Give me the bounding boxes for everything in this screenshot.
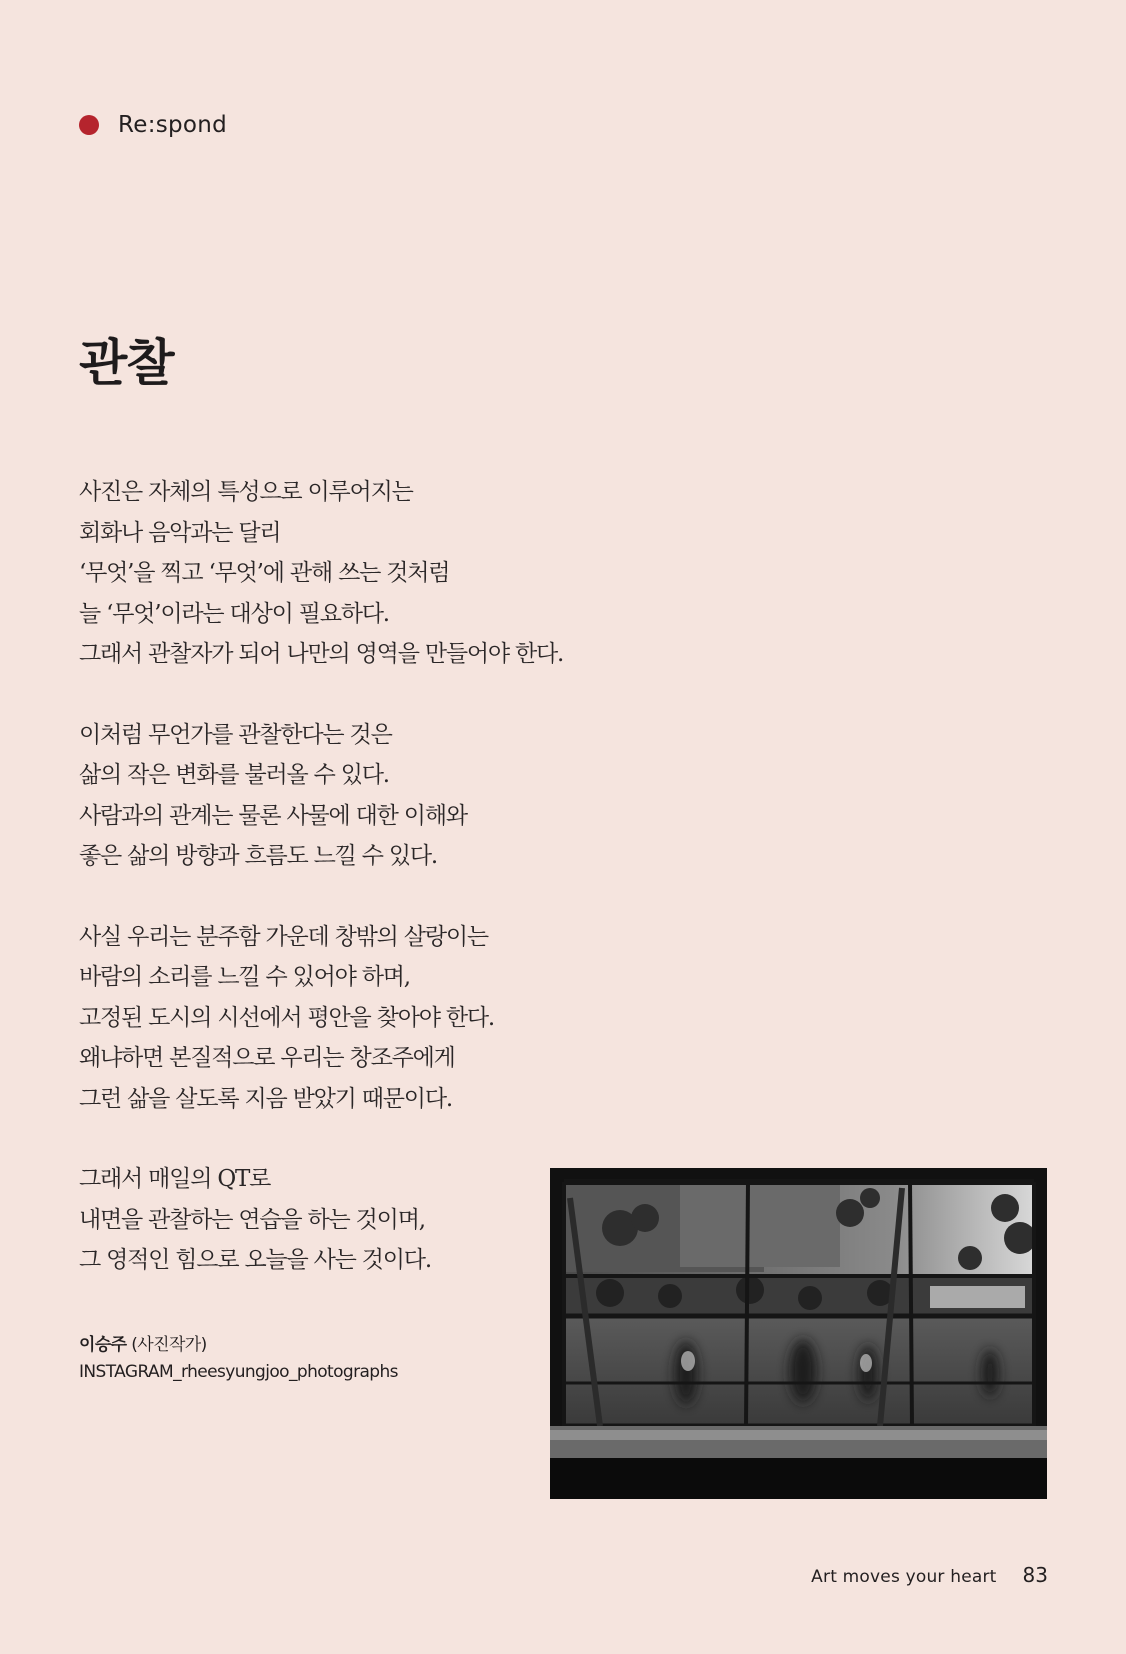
body-line: 회화나 음악과는 달리: [79, 519, 281, 546]
body-line: 고정된 도시의 시선에서 평안을 찾아야 한다.: [79, 1004, 494, 1031]
author-credit: [79, 1332, 398, 1386]
body-line: 삶의 작은 변화를 불러올 수 있다.: [79, 762, 389, 788]
article-title: 관찰: [79, 333, 174, 392]
paragraph-3: [79, 917, 599, 1120]
body-line: 이처럼 무언가를 관찰한다는 것은: [79, 721, 392, 748]
body-line: 그런 삶을 살도록 지음 받았기 때문이다.: [79, 1085, 452, 1112]
body-line: 왜냐하면 본질적으로 우리는 창조주에게: [79, 1045, 455, 1071]
body-line: 사람과의 관계는 물론 사물에 대한 이해와: [79, 802, 467, 829]
body-line: 그래서 매일의 QT로: [79, 1166, 271, 1192]
paragraph-2: [79, 715, 599, 877]
body-line: 그래서 관찰자가 되어 나만의 영역을 만들어야 한다.: [79, 641, 564, 667]
footer-tagline: Art moves your heart: [811, 1567, 997, 1587]
article-body: [79, 472, 599, 1321]
paragraph-4: [79, 1159, 599, 1281]
page-number: 83: [1022, 1563, 1048, 1587]
author-role: (사진작가): [126, 1335, 207, 1355]
author-name: 이승주: [79, 1335, 127, 1355]
section-dot-icon: [79, 115, 99, 135]
photograph-image: [550, 1168, 1047, 1499]
body-line: 좋은 삶의 방향과 흐름도 느낄 수 있다.: [79, 843, 438, 869]
section-tag: [79, 112, 227, 138]
body-line: 바람의 소리를 느낄 수 있어야 하며,: [79, 964, 410, 990]
body-line: 사실 우리는 분주함 가운데 창밖의 살랑이는: [79, 923, 488, 950]
page-footer: [811, 1563, 1048, 1587]
body-line: 내면을 관찰하는 연습을 하는 것이며,: [79, 1206, 425, 1233]
author-instagram: INSTAGRAM_rheesyungjoo_photographs: [79, 1362, 398, 1382]
body-line: 늘 ‘무엇’이라는 대상이 필요하다.: [79, 600, 389, 627]
section-label: Re:spond: [118, 112, 228, 138]
body-line: ‘무엇’을 찍고 ‘무엇’에 관해 쓰는 것처럼: [79, 560, 450, 586]
body-line: 그 영적인 힘으로 오늘을 사는 것이다.: [79, 1247, 431, 1273]
body-line: 사진은 자체의 특성으로 이루어지는: [79, 479, 413, 505]
paragraph-1: [79, 472, 599, 675]
